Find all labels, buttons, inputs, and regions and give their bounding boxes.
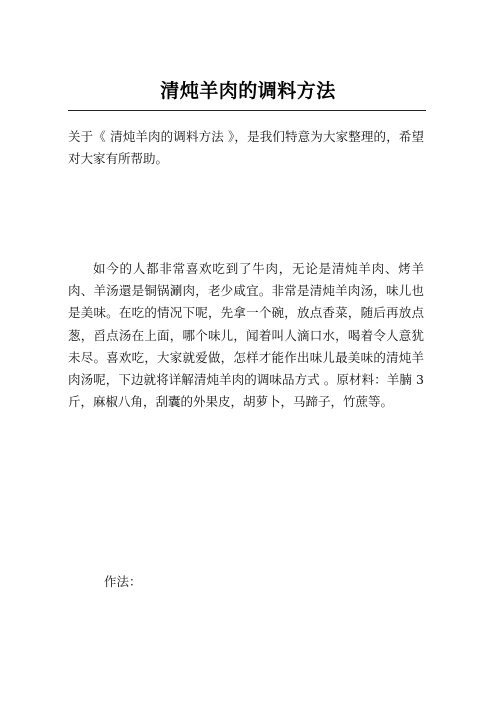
- title-divider: [68, 110, 426, 111]
- intro-paragraph: 关于《 清炖羊肉的调料方法 》，是我们特意为大家整理的，希望对大家有所帮助。: [68, 129, 424, 166]
- method-heading: 作法：: [104, 574, 142, 589]
- document-title: 清炖羊肉的调料方法: [160, 80, 336, 102]
- body-paragraph: 如今的人都非常喜欢吃到了牛肉，无论是清炖羊肉、烤羊肉、羊汤還是铜锅涮肉，老少咸宜。非常是清炖羊肉汤，味儿也是美味。在吃的情况下呢，先拿一个碗，放点香菜，随后再放点葱，舀点汤在上面，哪个味儿，闻着叫人滴口水，喝着令人意犹未尽。喜欢吃，大家就爱做，怎样才能作出味儿最美味的清炖羊肉汤呢，下边就将详解清炖羊肉的调味品方式 。原材料：羊腩 3 斤，麻椒八角，刮囊的外果皮，胡萝卜，马蹄子，竹蔗等。: [68, 261, 424, 410]
